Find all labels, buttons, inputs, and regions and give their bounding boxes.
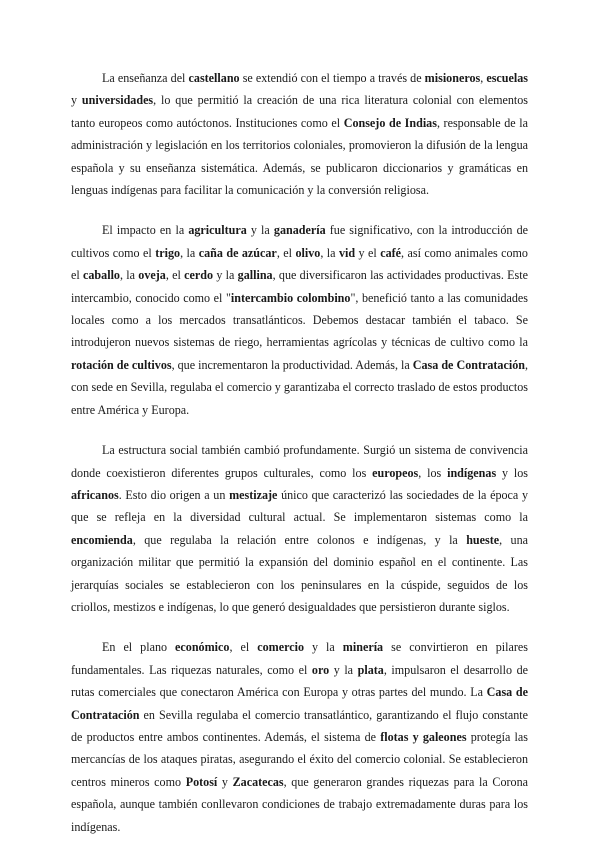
bold-term: universidades [81, 93, 154, 108]
text-run: y el [355, 245, 381, 260]
text-run: se extendió con el tiempo a través de [239, 71, 425, 85]
bold-term: cerdo [184, 268, 214, 283]
bold-term: Consejo de Indias [343, 115, 437, 130]
text-run: y los [496, 465, 528, 480]
bold-term: caña de azúcar [198, 245, 277, 260]
text-run: El impacto en la [102, 223, 189, 238]
bold-term: encomienda [71, 532, 133, 547]
bold-term: Casa de Contratación [71, 685, 528, 722]
bold-term: minería [342, 640, 384, 655]
bold-term: oveja [138, 268, 166, 283]
bold-term: plata [357, 662, 384, 677]
text-run: , que incrementaron la productividad. Además, la [171, 357, 413, 372]
bold-term: trigo [155, 245, 181, 260]
text-run: y la [329, 662, 358, 677]
text-run: , que diversificaron las actividades productivas. Este intercambio, conocido como el " [71, 268, 528, 305]
text-run: . Esto dio origen a un [118, 487, 230, 502]
text-run: y la [304, 640, 343, 655]
bold-term: comercio [257, 640, 304, 655]
paragraph-agricultura [71, 219, 528, 421]
text-run: ", benefició tanto a las comunidades locales como a los mercados transatlánticos. Debemos destacar también el tabaco. Se introdujeron nuevos sistemas de riego, herramientas agrícolas y técnicas de cultivo como la [71, 290, 529, 350]
bold-term: mestizaje [229, 487, 278, 502]
text-run: , responsable de la administración y legislación en los territorios coloniales, promovieron la difusión de la lengua española y su enseñanza sistemática. Además, se publicaron diccionarios y gramáticas en lenguas indígenas para facilitar la comunicación y la conversión religiosa. [71, 115, 528, 198]
text-run: , el [276, 245, 296, 260]
text-run: , así como animales como el [71, 245, 528, 283]
text-run: fue significativo, con la introducción de cultivos como el [71, 223, 528, 260]
text-run: en Sevilla regulaba el comercio transatlántico, garantizando el flujo constante de productos entre ambos continentes. Además, el sistema de [71, 707, 528, 744]
text-run: La enseñanza del [102, 71, 189, 85]
bold-term: castellano [188, 71, 240, 85]
bold-term: Zacatecas [232, 774, 284, 789]
text-run: , el [165, 268, 185, 283]
bold-term: misioneros [424, 71, 481, 85]
text-run: , lo que permitió la creación de una rica literatura colonial con elementos tanto europeos como autóctonos. Instituciones como el [71, 93, 528, 130]
text-run: , con sede en Sevilla, regulaba el comercio y garantizaba el correcto traslado de estos productos entre América y Europa. [71, 357, 529, 417]
text-run: único que caracterizó las sociedades de la época y que se refleja en la diversidad cultural actual. Se implementaron sistemas como la [71, 487, 528, 525]
text-run: , que regulaba la relación entre colonos e indígenas, y la [132, 532, 467, 547]
bold-term: olivo [295, 245, 321, 260]
text-run: , la [119, 268, 139, 283]
bold-term: gallina [237, 268, 273, 283]
paragraph-castellano [71, 67, 528, 201]
bold-term: caballo [83, 268, 120, 283]
text-run: En el plano [102, 640, 176, 655]
text-run: , impulsaron el desarrollo de rutas comerciales que conectaron América con Europa y otras partes del mundo. La [71, 662, 528, 700]
text-run: La estructura social también cambió profundamente. Surgió un sistema de convivencia donde coexistieron diferentes grupos culturales, como los [71, 443, 528, 480]
text-run: y [71, 93, 82, 108]
text-run: y la [213, 268, 238, 283]
text-run: y la [246, 223, 274, 238]
document-page [71, 67, 528, 856]
text-run: se convirtieron en pilares fundamentales. Las riquezas naturales, como el [71, 640, 528, 677]
text-run: , la [320, 245, 339, 260]
bold-term: escuelas [486, 71, 528, 85]
bold-term: europeos [372, 465, 419, 480]
text-run: , una organización militar que permitió la expansión del dominio español en el continente. Las jerarquías sociales se establecieron con los peninsulares en la cúspide, seguidos de los criollos, mestizos e indígenas, lo que generó desigualdades que persistieron durante siglos. [71, 532, 528, 614]
bold-term: rotación de cultivos [71, 357, 172, 372]
bold-term: Potosí [185, 774, 218, 789]
bold-term: oro [311, 662, 330, 677]
text-run: protegía las mercancías de los ataques piratas, asegurando el éxito del comercio colonial. Se establecieron centros mineros como [71, 729, 528, 789]
bold-term: africanos [71, 487, 119, 502]
bold-term: hueste [466, 532, 500, 547]
bold-term: vid [338, 245, 356, 260]
bold-term: intercambio colombino [230, 290, 351, 305]
bold-term: agricultura [188, 223, 247, 238]
bold-term: café [380, 245, 402, 260]
bold-term: económico [175, 640, 230, 655]
paragraph-estructura-social [71, 439, 528, 618]
bold-term: Casa de Contratación [412, 357, 525, 372]
text-run: , el [229, 640, 258, 655]
text-run: , la [180, 245, 199, 260]
text-run: , los [418, 465, 448, 480]
bold-term: indígenas [447, 465, 497, 480]
text-run: , [480, 71, 487, 85]
bold-term: ganadería [273, 223, 326, 238]
paragraph-economia [71, 636, 528, 838]
text-run: , que generaron grandes riquezas para la Corona española, aunque también conllevaron condiciones de trabajo extremadamente duras para los indígenas. [71, 774, 528, 834]
text-run: y [217, 774, 233, 789]
bold-term: flotas y galeones [380, 729, 467, 744]
